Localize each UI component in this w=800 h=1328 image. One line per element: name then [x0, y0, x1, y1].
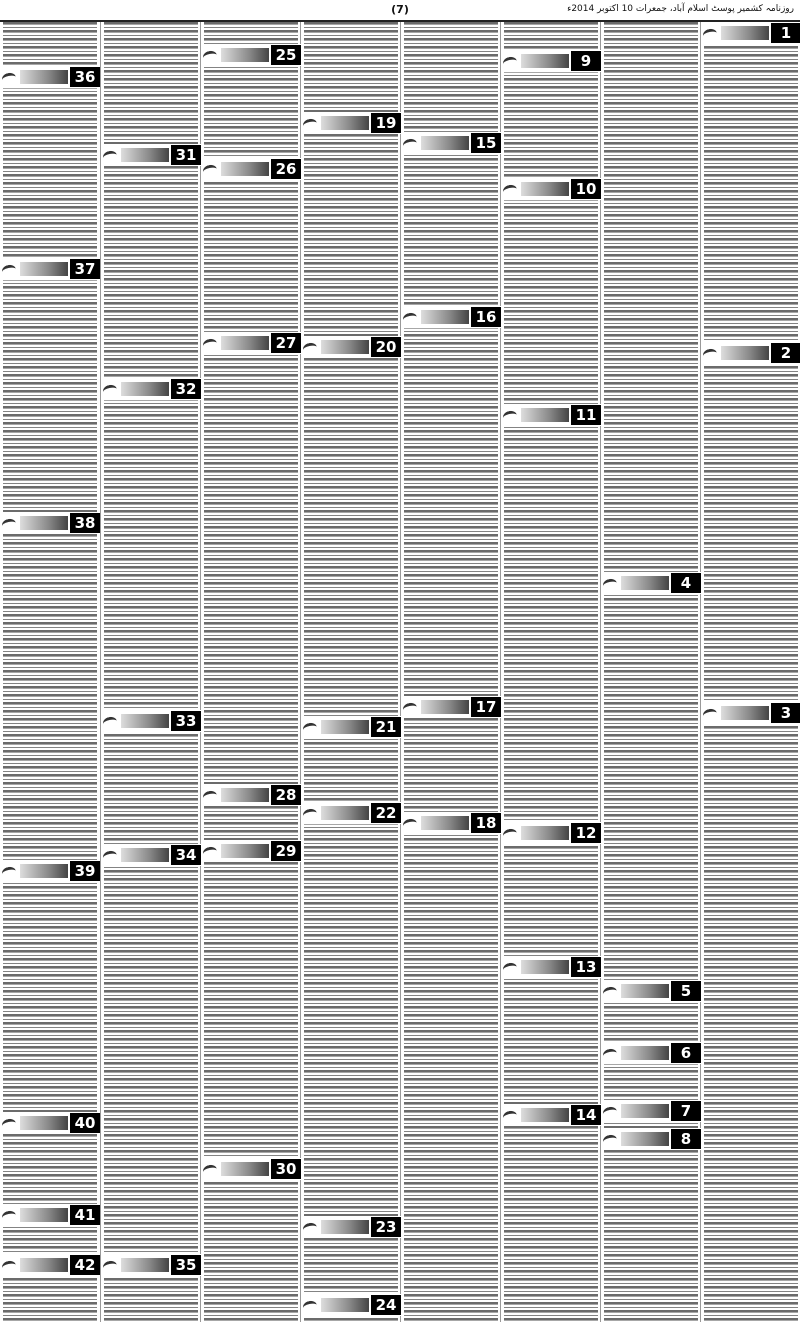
page-header [0, 0, 800, 22]
dove-icon [0, 865, 18, 877]
column-5 [300, 22, 401, 1322]
entry-number: 19 [371, 113, 401, 133]
entry-number: 10 [571, 179, 601, 199]
dove-icon [701, 27, 719, 39]
numbered-entry [701, 22, 800, 44]
dove-icon [501, 827, 519, 839]
numbered-entry [501, 178, 601, 200]
title-bar [121, 848, 169, 862]
entry-number: 34 [171, 845, 201, 865]
entry-number: 18 [471, 813, 501, 833]
dove-icon [0, 1209, 18, 1221]
numbered-entry [101, 378, 201, 400]
title-bar [621, 576, 669, 590]
dove-icon [201, 337, 219, 349]
title-bar [121, 148, 169, 162]
title-bar [20, 1258, 68, 1272]
entry-number: 8 [671, 1129, 701, 1149]
title-bar [221, 336, 269, 350]
numbered-entry [601, 1042, 701, 1064]
numbered-entry [201, 840, 301, 862]
title-bar [20, 1208, 68, 1222]
title-bar [321, 116, 369, 130]
entry-number: 9 [571, 51, 601, 71]
dove-icon [401, 817, 419, 829]
title-bar [521, 826, 569, 840]
column-4 [400, 22, 501, 1322]
entry-number: 37 [70, 259, 100, 279]
entry-number: 21 [371, 717, 401, 737]
title-bar [121, 382, 169, 396]
entry-number: 14 [571, 1105, 601, 1125]
entry-number: 12 [571, 823, 601, 843]
dove-icon [201, 163, 219, 175]
entry-number: 36 [70, 67, 100, 87]
numbered-entry [501, 1104, 601, 1126]
entry-number: 22 [371, 803, 401, 823]
dove-icon [101, 1259, 119, 1271]
numbered-entry [201, 158, 301, 180]
entry-number: 15 [471, 133, 501, 153]
title-bar [20, 516, 68, 530]
dove-icon [601, 1047, 619, 1059]
entry-number: 7 [671, 1101, 701, 1121]
title-bar [421, 136, 469, 150]
dove-icon [501, 409, 519, 421]
numbered-entry [101, 1254, 201, 1276]
dove-icon [401, 311, 419, 323]
numbered-entry [601, 980, 701, 1002]
numbered-entry [301, 802, 401, 824]
title-bar [721, 26, 769, 40]
entry-number: 29 [271, 841, 301, 861]
title-bar [20, 262, 68, 276]
dove-icon [401, 701, 419, 713]
text-block [104, 22, 198, 1322]
entry-number: 23 [371, 1217, 401, 1237]
entry-number: 27 [271, 333, 301, 353]
dove-icon [201, 1163, 219, 1175]
dove-icon [0, 1117, 18, 1129]
dove-icon [501, 183, 519, 195]
title-bar [221, 162, 269, 176]
dove-icon [201, 845, 219, 857]
entry-number: 32 [171, 379, 201, 399]
numbered-entry [401, 132, 501, 154]
dove-icon [301, 117, 319, 129]
title-bar [221, 1162, 269, 1176]
title-bar [20, 1116, 68, 1130]
dove-icon [501, 1109, 519, 1121]
numbered-entry [501, 956, 601, 978]
text-block [504, 22, 598, 1322]
entry-number: 39 [70, 861, 100, 881]
title-bar [621, 1104, 669, 1118]
dove-icon [701, 707, 719, 719]
dove-icon [301, 1221, 319, 1233]
dove-icon [601, 985, 619, 997]
dove-icon [501, 961, 519, 973]
numbered-entry [501, 50, 601, 72]
title-bar [221, 844, 269, 858]
entry-number: 6 [671, 1043, 701, 1063]
entry-number: 42 [70, 1255, 100, 1275]
entry-number: 31 [171, 145, 201, 165]
dove-icon [201, 789, 219, 801]
dove-icon [501, 55, 519, 67]
text-block [404, 22, 498, 1322]
numbered-entry [201, 1158, 301, 1180]
entry-number: 41 [70, 1205, 100, 1225]
numbered-entry [401, 306, 501, 328]
dove-icon [401, 137, 419, 149]
dove-icon [601, 577, 619, 589]
text-block [704, 22, 798, 1322]
entry-number: 16 [471, 307, 501, 327]
entry-number: 24 [371, 1295, 401, 1315]
numbered-entry [301, 1216, 401, 1238]
title-bar [521, 182, 569, 196]
title-bar [121, 714, 169, 728]
numbered-entry [301, 1294, 401, 1316]
dove-icon [101, 715, 119, 727]
numbered-entry [401, 696, 501, 718]
entry-number: 30 [271, 1159, 301, 1179]
text-block [204, 22, 298, 1322]
numbered-entry [201, 784, 301, 806]
title-bar [521, 408, 569, 422]
numbered-entry [601, 1128, 701, 1150]
dove-icon [301, 1299, 319, 1311]
column-8 [0, 22, 100, 1322]
entry-number: 35 [171, 1255, 201, 1275]
numbered-entry [701, 702, 800, 724]
title-bar [321, 1220, 369, 1234]
dove-icon [601, 1133, 619, 1145]
title-bar [20, 70, 68, 84]
title-bar [621, 1046, 669, 1060]
entry-number: 26 [271, 159, 301, 179]
numbered-entry [601, 572, 701, 594]
column-3 [500, 22, 601, 1322]
dove-icon [101, 149, 119, 161]
dove-icon [101, 383, 119, 395]
entry-number: 25 [271, 45, 301, 65]
entry-number: 2 [771, 343, 800, 363]
text-block [604, 22, 698, 1322]
title-bar [221, 48, 269, 62]
numbered-entry [201, 332, 301, 354]
title-bar [621, 984, 669, 998]
dove-icon [701, 347, 719, 359]
title-bar [521, 960, 569, 974]
numbered-entry [601, 1100, 701, 1122]
title-bar [321, 340, 369, 354]
numbered-entry [0, 1204, 100, 1226]
entry-number: 20 [371, 337, 401, 357]
dove-icon [101, 849, 119, 861]
numbered-entry [101, 844, 201, 866]
entry-number: 13 [571, 957, 601, 977]
numbered-entry [301, 716, 401, 738]
title-bar [321, 806, 369, 820]
numbered-entry [0, 512, 100, 534]
numbered-entry [101, 144, 201, 166]
title-bar [321, 720, 369, 734]
title-bar [421, 816, 469, 830]
entry-number: 1 [771, 23, 800, 43]
entry-number: 17 [471, 697, 501, 717]
entry-number: 40 [70, 1113, 100, 1133]
numbered-entry [0, 66, 100, 88]
title-bar [721, 706, 769, 720]
entry-number: 33 [171, 711, 201, 731]
entry-number: 28 [271, 785, 301, 805]
dove-icon [301, 807, 319, 819]
entry-number: 11 [571, 405, 601, 425]
numbered-entry [0, 1112, 100, 1134]
dove-icon [0, 263, 18, 275]
title-bar [321, 1298, 369, 1312]
column-1 [700, 22, 800, 1322]
title-bar [621, 1132, 669, 1146]
title-bar [20, 864, 68, 878]
entry-number: 38 [70, 513, 100, 533]
dove-icon [0, 71, 18, 83]
numbered-entry [0, 860, 100, 882]
numbered-entry [0, 1254, 100, 1276]
numbered-entry [0, 258, 100, 280]
numbered-entry [501, 822, 601, 844]
entry-number: 3 [771, 703, 800, 723]
title-bar [421, 310, 469, 324]
entry-number: 4 [671, 573, 701, 593]
column-2 [600, 22, 701, 1322]
numbered-entry [401, 812, 501, 834]
numbered-entry [301, 112, 401, 134]
column-7 [100, 22, 201, 1322]
dove-icon [301, 721, 319, 733]
title-bar [421, 700, 469, 714]
dove-icon [0, 517, 18, 529]
numbered-entry [201, 44, 301, 66]
masthead: روزنامہ کشمیر پوسٹ اسلام آباد، جمعرات 10 اکتوبر 2014ء [567, 4, 794, 14]
text-block [304, 22, 398, 1322]
numbered-entry [501, 404, 601, 426]
entry-number: 5 [671, 981, 701, 1001]
dove-icon [601, 1105, 619, 1117]
title-bar [521, 1108, 569, 1122]
title-bar [521, 54, 569, 68]
dove-icon [0, 1259, 18, 1271]
numbered-entry [301, 336, 401, 358]
dove-icon [301, 341, 319, 353]
title-bar [721, 346, 769, 360]
column-6 [200, 22, 301, 1322]
page-number: (7) [391, 3, 409, 16]
title-bar [121, 1258, 169, 1272]
numbered-entry [101, 710, 201, 732]
numbered-entry [701, 342, 800, 364]
title-bar [221, 788, 269, 802]
dove-icon [201, 49, 219, 61]
